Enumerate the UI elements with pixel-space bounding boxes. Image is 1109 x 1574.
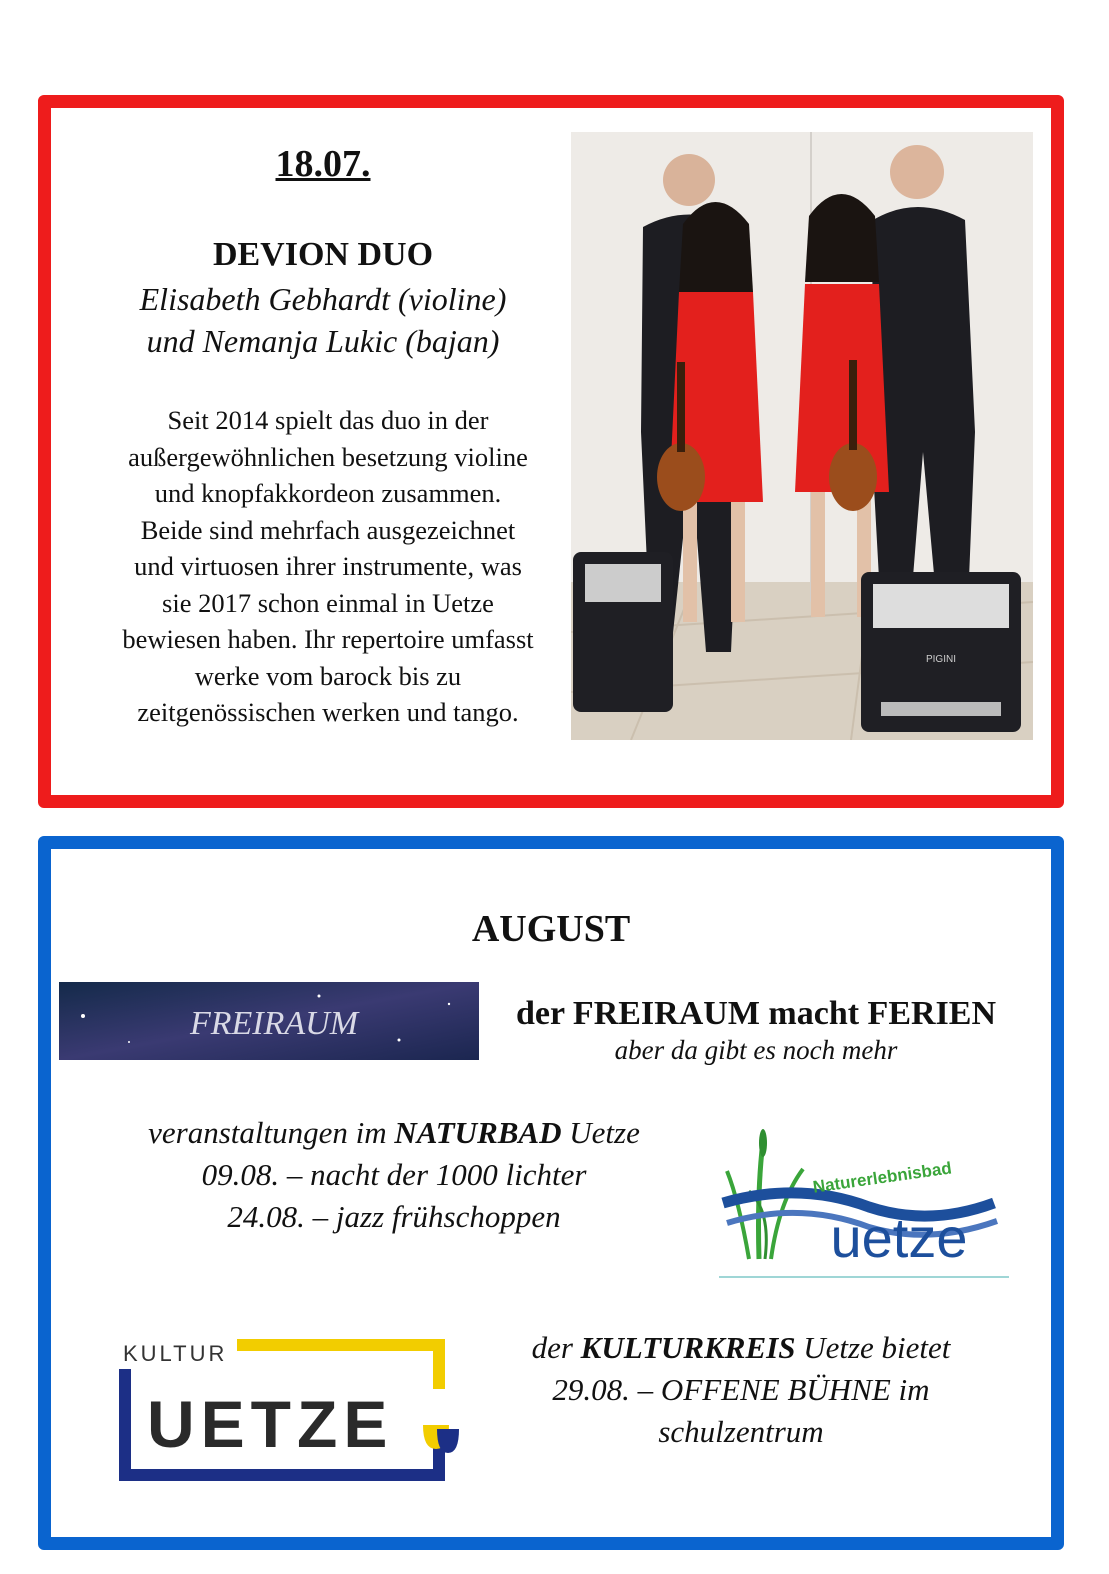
kultur-heading: der KULTURKREIS Uetze bietet [531,1330,951,1365]
description-line: und knopfakkordeon zusammen. [154,478,502,508]
description-line: außergewöhnlichen besetzung violine [128,441,528,472]
description-line: sie 2017 schon einmal in Uetze [162,587,494,618]
accordion-brand: PIGINI [925,654,957,665]
description-line: bewiesen haben. Ihr repertoire umfasst [122,624,534,654]
description-line: Seit 2014 spielt das duo in der [167,405,489,435]
naturbad-logo [719,1111,1009,1281]
naturbad-events [51,1112,737,1238]
naturbad-logo-top: Naturerlebnisbad [811,1158,953,1197]
naturbad-heading: veranstaltungen im NATURBAD Uetze [148,1115,640,1150]
naturbad-event-line: 09.08. – nacht der 1000 lichter [201,1157,587,1192]
kultur-event-line: 29.08. – OFFENE BÜHNE im [552,1372,930,1407]
month-title: AUGUST [471,908,631,950]
naturbad-event-line: 24.08. – jazz frühschoppen [227,1199,561,1234]
description-line: Beide sind mehrfach ausgezeichnet [140,514,516,545]
event-date: 18.07. [275,143,371,185]
kultur-logo-big: UETZE [147,1387,394,1461]
kultur-logo-small: KULTUR [123,1341,228,1366]
band-members [51,278,595,362]
kultur-location-line: schulzentrum [658,1414,824,1449]
description-line: und virtuosen ihrer instrumente, was [134,551,522,581]
freiraum-headline: der FREIRAUM macht FERIEN [515,995,997,1032]
freiraum-subline: aber da gibt es noch mehr [614,1035,898,1065]
description-line: werke vom barock bis zu [194,660,462,691]
member-line: Elisabeth Gebhardt (violine) [139,281,507,317]
description-line: zeitgenössischen werken und tango. [137,697,519,727]
freiraum-logo-text: FREIRAUM [189,1005,359,1042]
kulturkreis-event [481,1327,1001,1453]
band-name: DEVION DUO [212,236,434,273]
kultur-uetze-logo [119,1331,463,1483]
freiraum-logo [59,982,479,1060]
naturbad-logo-main: uetze [830,1206,968,1269]
august-card [38,836,1064,1550]
event-card-july [38,95,1064,808]
event-description [73,402,583,731]
member-line: und Nemanja Lukic (bajan) [146,323,500,359]
band-photo [571,132,1033,740]
